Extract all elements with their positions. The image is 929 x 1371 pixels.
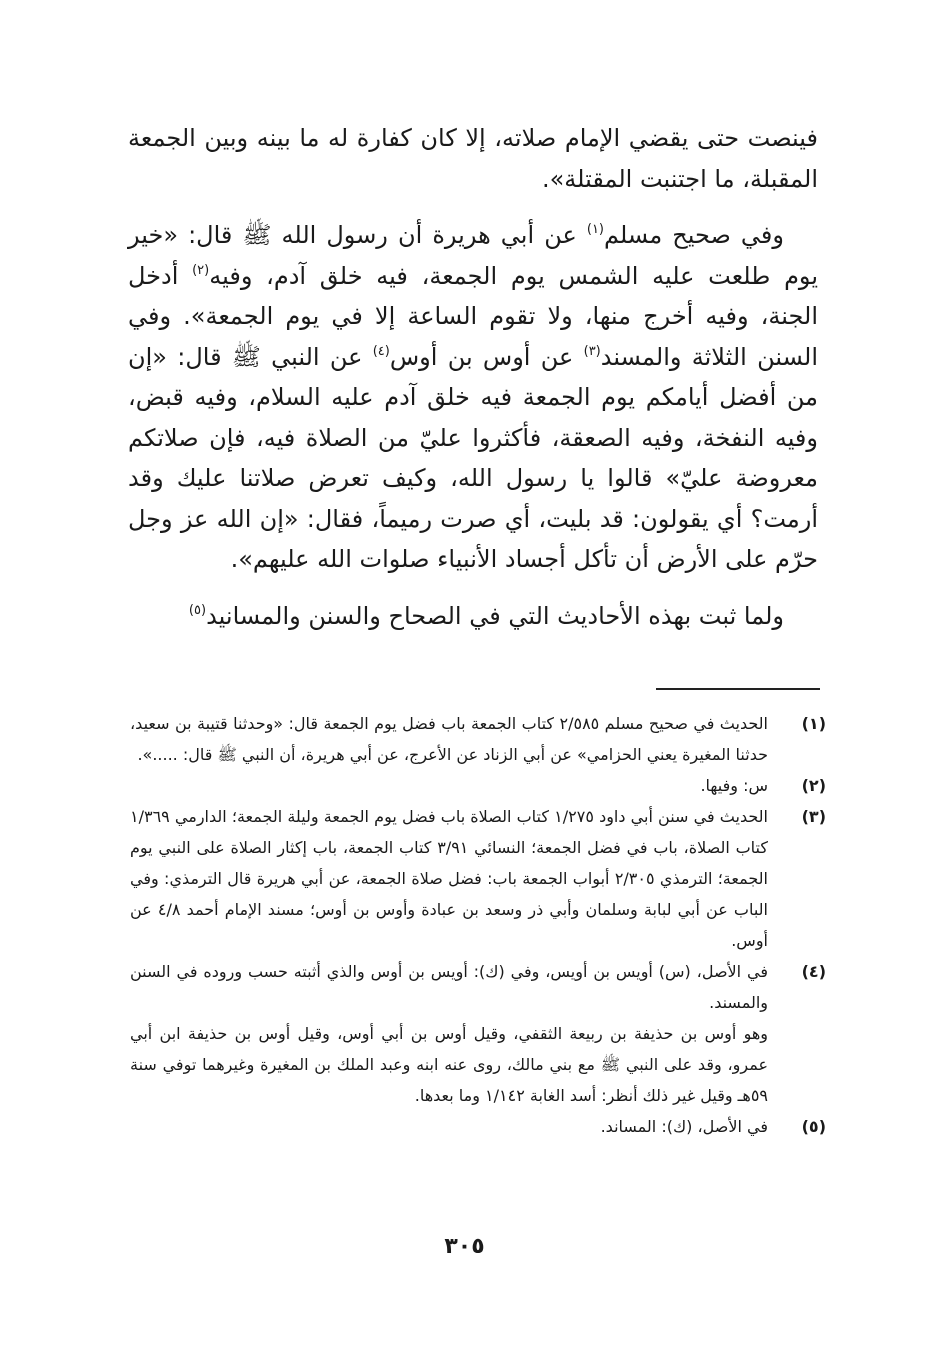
paragraph-3 [128,596,818,637]
footnote-ref-4[interactable]: (٤) [372,343,390,359]
text-segment: أدخل الجنة، وفيه أخرج منها، ولا تقوم الساعة إلا في يوم الجمعة». وفي السنن الثلاثة والمسند [128,261,818,371]
footnote-body [130,956,768,1111]
page-number: ٣٠٥ [444,1234,485,1259]
paragraph-1 [128,118,818,199]
footnote-ref-3[interactable]: (٣) [583,343,601,359]
text-segment: عن النبي ﷺ قال: «إن من أفضل أيامكم يوم الجمعة فيه خلق آدم عليه السلام، وفيه قبض، وفيه النفخة، وفيه الصعقة، فأكثروا عليّ من الصلاة فيه، فإن صلاتكم معروضة عليّ» قالوا يا رسول الله، وكيف تعرض صلاتنا عليك وقد أرمت؟ أي يقولون: قد بليت، أي صرت رميماً، فقال: «إن الله عز وجل حرّم على الأرض أن تأكل أجساد الأنبياء صلوات الله عليهم». [128,342,818,573]
footnote-4 [130,956,826,1111]
footnote-ref-1[interactable]: (١) [586,222,604,237]
paragraph-2 [128,215,818,580]
main-text [128,118,818,652]
footnotes [130,708,826,1142]
footnote-separator [656,688,820,690]
footnote-5 [130,1111,826,1142]
footnote-ref-5[interactable]: (٥) [188,602,207,618]
footnote-text: الحديث في سنن أبي داود ١/٢٧٥ كتاب الصلاة باب فضل يوم الجمعة وليلة الجمعة؛ الدارمي ١/٣٦٩ كتاب الصلاة، باب في فضل الجمعة؛ النسائي ٣/٩١ كتاب الجمعة، باب إكثار الصلاة على النبي يوم الجمعة؛ الترمذي ٢/٣٠٥ أبواب الجمعة باب: فضل صلاة الجمعة، عن أبي هريرة قال الترمذي: وفي الباب عن أبي لبابة وسلمان وأبي ذر وسعد بن عبادة وأوس بن أوس؛ مسند الإمام أحمد ٤/٨ عن أوس. [130,807,768,950]
footnote-3 [130,801,826,956]
footnote-2 [130,770,826,801]
text-segment: ولما ثبت بهذه الأحاديث التي في الصحاح والسنن والمسانيد [206,601,784,630]
text-segment: عن أوس بن أوس [389,342,584,371]
footnote-body [130,708,768,770]
footnote-body [130,770,768,801]
footnote-text: وهو أوس بن حذيفة بن ربيعة الثقفي، وقيل أوس بن أبي أوس، وقيل أوس بن حذيفة ابن أبي عمرو، وقد على النبي ﷺ مع بني مالك، روى عنه ابنه وعبد الملك بن المغيرة وغيرهما توفي سنة ٥٩هـ وقيل غير ذلك أنظر: أسد الغابة ١/١٤٢ وما بعدها. [130,1024,768,1105]
footnote-number: (٣) [801,807,826,826]
footnote-number: (١) [801,714,826,733]
text-segment: فينصت حتى يقضي الإمام صلاته، إلا كان كفارة له ما بينه وبين الجمعة المقبلة، ما اجتنبت المقتلة». [128,124,818,193]
text-segment: وفي صحيح مسلم [604,221,784,249]
footnote-text: في الأصل، (س) أويس بن أويس، وفي (ك): أويس بن أوس والذي أثبته حسب وروده في السنن والمسند. [130,962,768,1012]
footnote-text: في الأصل، (ك): المساند. [600,1117,768,1136]
footnote-number: (٥) [801,1117,826,1136]
footnote-text: س: وفيها. [700,776,768,795]
footnote-body [130,801,768,956]
footnote-number: (٤) [801,962,826,981]
footnote-body [130,1111,768,1142]
footnote-ref-2[interactable]: (٢) [192,262,210,278]
footnote-1 [130,708,826,770]
footnote-number: (٢) [801,776,826,795]
text-segment: عن أبي هريرة أن رسول الله ﷺ قال: «خير يوم طلعت عليه الشمس يوم الجمعة، فيه خلق آدم، وفيه [128,221,819,290]
footnote-text: الحديث في صحيح مسلم ٢/٥٨٥ كتاب الجمعة باب فضل يوم الجمعة قال: «وحدثنا قتيبة بن سعيد، حدثنا المغيرة يعني الحزامي» عن أبي الزناد عن الأعرج، عن أبي هريرة، أن النبي ﷺ قال: .....». [130,714,769,764]
